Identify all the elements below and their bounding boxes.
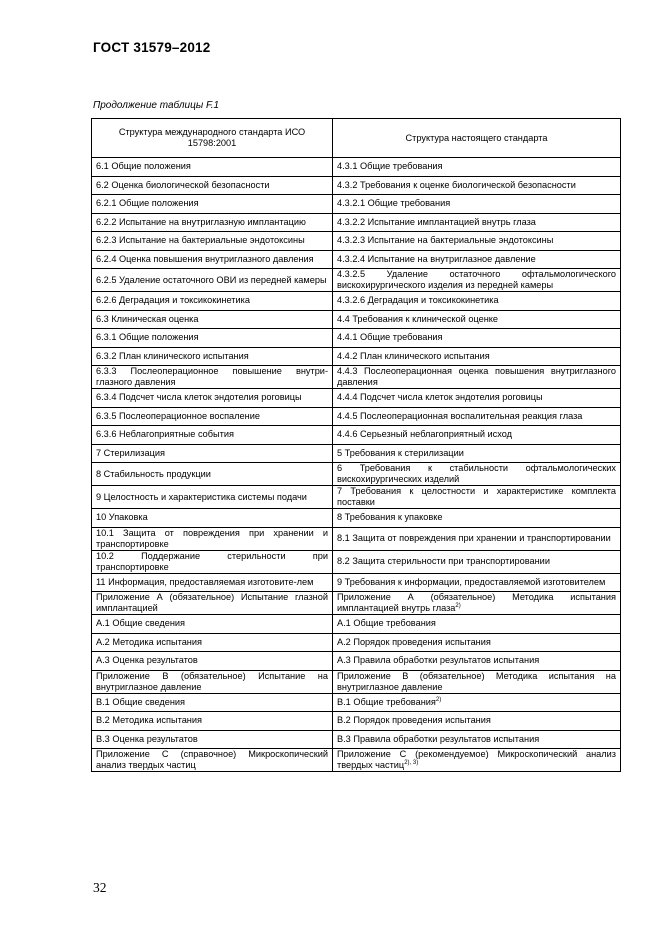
cell-national-section [333,269,621,292]
cell-national-section [333,486,621,509]
cell-national-section-text: 4.3.2.5 Удаление остаточного офтальмологического вискохирургического изделия из передней камеры [337,269,616,290]
table-row [92,347,621,366]
cell-national-section-text: 4.3.2.2 Испытание имплантацией внутрь глаза [337,216,536,227]
cell-national-section-text: В.2 Порядок проведения испытания [337,715,491,726]
table-row [92,213,621,232]
table-row [92,366,621,389]
table-row [92,509,621,528]
table-row [92,407,621,426]
cell-international-section: В.1 Общие сведения [92,693,333,712]
table-row [92,250,621,269]
page-number: 32 [93,880,107,895]
cell-international-section: 6.1 Общие положения [92,158,333,177]
table-row [92,615,621,634]
cell-national-section-text: 4.4 Требования к клинической оценке [337,313,499,324]
table-row [92,232,621,251]
cell-national-section [333,389,621,408]
cell-national-section [333,426,621,445]
cell-international-section: 11 Информация, предоставляемая изготовите-лем [92,573,333,592]
cell-national-section [333,292,621,311]
cell-national-section [333,158,621,177]
cell-national-section-text: 4.3.2 Требования к оценке биологической безопасности [337,179,576,190]
cell-international-section: А.1 Общие сведения [92,615,333,634]
cell-international-section: 6.3.2 План клинического испытания [92,347,333,366]
cell-national-section [333,444,621,463]
cell-international-section: 6.3 Клиническая оценка [92,310,333,329]
document-title: ГОСТ 31579–2012 [93,40,211,55]
table-row [92,652,621,671]
cell-national-section-text: 9 Требования к информации, предоставляемой изготовителем [337,576,606,587]
table-row [92,176,621,195]
footnote-marker: 2) [455,603,461,609]
cell-national-section-text: 8.1 Защита от повреждения при хранении и транспортировании [337,533,611,543]
cell-national-section-text: 7 Требования к целостности и характеристике комплекта поставки [337,486,616,507]
cell-national-section-text: А.2 Порядок проведения испытания [337,636,491,647]
cell-national-section [333,250,621,269]
cell-national-section [333,509,621,528]
cell-international-section: 6.2.4 Оценка повышения внутриглазного давления [92,250,333,269]
table-header-row [92,119,621,158]
cell-international-section: 6.2.6 Деградация и токсикокинетика [92,292,333,311]
cell-national-section-text: 5 Требования к стерилизации [337,447,464,458]
cell-national-section-text: А.1 Общие требования [337,618,436,629]
cell-national-section [333,730,621,749]
table-row [92,693,621,712]
cell-national-section-text: 4.3.2.4 Испытание на внутриглазное давление [337,253,536,264]
table-row [92,670,621,693]
cell-international-section: 10 Упаковка [92,509,333,528]
cell-international-section: 10.1 Защита от повреждения при хранении и транспортировке [92,527,333,550]
cell-international-section: 6.2.2 Испытание на внутриглазную имплантацию [92,213,333,232]
cell-national-section-text: Приложение В (обязательное) Методика испытания на внутриглазное давление [337,670,616,692]
cell-national-section [333,407,621,426]
table-row [92,158,621,177]
cell-international-section: 8 Стабильность продукции [92,463,333,486]
cell-national-section-text: 4.4.5 Послеоперационная воспалительная реакция глаза [337,410,583,421]
cell-national-section [333,366,621,389]
cell-international-section: 6.3.6 Неблагоприятные события [92,426,333,445]
cell-national-section-text: 4.3.1 Общие требования [337,161,443,172]
cell-national-section [333,573,621,592]
cell-national-section [333,329,621,348]
table-row [92,730,621,749]
cell-national-section [333,347,621,366]
table-row [92,329,621,348]
standards-correspondence-table [91,118,621,772]
cell-national-section-text: 4.4.6 Серьезный неблагоприятный исход [337,429,513,440]
cell-national-section-text: 4.3.2.1 Общие требования [337,198,451,209]
table-caption: Продолжение таблицы F.1 [93,100,220,111]
table-row [92,310,621,329]
table-body [92,158,621,772]
cell-international-section: В.2 Методика испытания [92,712,333,731]
footnote-marker: 2), 3) [404,760,419,766]
cell-international-section: 6.3.1 Общие положения [92,329,333,348]
cell-national-section [333,463,621,486]
table-row [92,592,621,615]
table-row [92,712,621,731]
cell-national-section [333,527,621,550]
cell-national-section [333,652,621,671]
cell-international-section: 6.3.5 Послеоперационное воспаление [92,407,333,426]
header-international-standard: Структура международного стандарта ИСО 15798:2001 [92,119,333,158]
table-row [92,292,621,311]
cell-national-section-text: Приложение С (рекомендуемое) Микроскопический анализ твердых частиц [337,749,616,770]
cell-national-section-text: 6 Требования к стабильности офтальмологических вискохирургических изделий [337,463,616,484]
cell-national-section-text: А.3 Правила обработки результатов испытания [337,655,540,666]
cell-national-section-text: 4.3.2.6 Деградация и токсикокинетика [337,295,499,306]
cell-national-section [333,550,621,573]
cell-national-section-text: 4.4.4 Подсчет числа клеток эндотелия роговицы [337,392,543,403]
table-row [92,463,621,486]
cell-international-section: 6.3.4 Подсчет числа клеток эндотелия роговицы [92,389,333,408]
cell-national-section [333,232,621,251]
cell-international-section: А.3 Оценка результатов [92,652,333,671]
cell-international-section: А.2 Методика испытания [92,633,333,652]
cell-international-section: 6.2.3 Испытание на бактериальные эндотоксины [92,232,333,251]
cell-national-section-text: 4.4.2 План клинического испытания [337,350,490,361]
cell-international-section: Приложение С (справочное) Микроскопический анализ твердых частиц [92,749,333,772]
table-row [92,633,621,652]
cell-national-section-text: В.1 Общие требования [337,696,436,707]
cell-national-section [333,592,621,615]
cell-national-section [333,712,621,731]
cell-international-section: 6.2.1 Общие положения [92,195,333,214]
cell-international-section: 7 Стерилизация [92,444,333,463]
cell-national-section-text: Приложение А (обязательное) Методика испытания имплантацией внутрь глаза [337,592,616,613]
cell-national-section [333,749,621,772]
table-row [92,486,621,509]
table-row [92,550,621,573]
table-row [92,573,621,592]
cell-international-section: В.3 Оценка результатов [92,730,333,749]
cell-national-section-text: 4.4.3 Послеоперационная оценка повышения внутриглазного давления [337,366,616,387]
table-row [92,389,621,408]
table-row [92,269,621,292]
cell-national-section-text: В.3 Правила обработки результатов испытания [337,733,540,744]
table-row [92,426,621,445]
cell-international-section: 9 Целостность и характеристика системы подачи [92,486,333,509]
cell-national-section [333,633,621,652]
table-row [92,444,621,463]
cell-national-section-text: 4.4.1 Общие требования [337,332,443,343]
cell-international-section: 6.2 Оценка биологической безопасности [92,176,333,195]
cell-international-section: 6.2.5 Удаление остаточного ОВИ из передней камеры [92,269,333,292]
table-row [92,195,621,214]
table-row [92,749,621,772]
cell-national-section-text: 8.2 Защита стерильности при транспортировании [337,556,550,566]
cell-national-section-text: 8 Требования к упаковке [337,512,443,523]
footnote-marker: 2) [435,696,442,703]
cell-national-section-text: 4.3.2.3 Испытание на бактериальные эндотоксины [337,235,554,246]
header-this-standard: Структура настоящего стандарта [333,119,621,158]
cell-national-section [333,195,621,214]
cell-national-section [333,176,621,195]
cell-international-section: 6.3.3 Послеоперационное повышение внутри-глазного давления [92,366,333,389]
cell-national-section [333,615,621,634]
table-row [92,527,621,550]
cell-international-section: 10.2 Поддержание стерильности при транспортировке [92,550,333,573]
cell-international-section: Приложение А (обязательное) Испытание глазной имплантацией [92,592,333,615]
cell-national-section [333,213,621,232]
cell-national-section [333,310,621,329]
cell-national-section [333,693,621,712]
cell-national-section [333,670,621,693]
cell-international-section: Приложение В (обязательное) Испытание на внутриглазное давление [92,670,333,693]
